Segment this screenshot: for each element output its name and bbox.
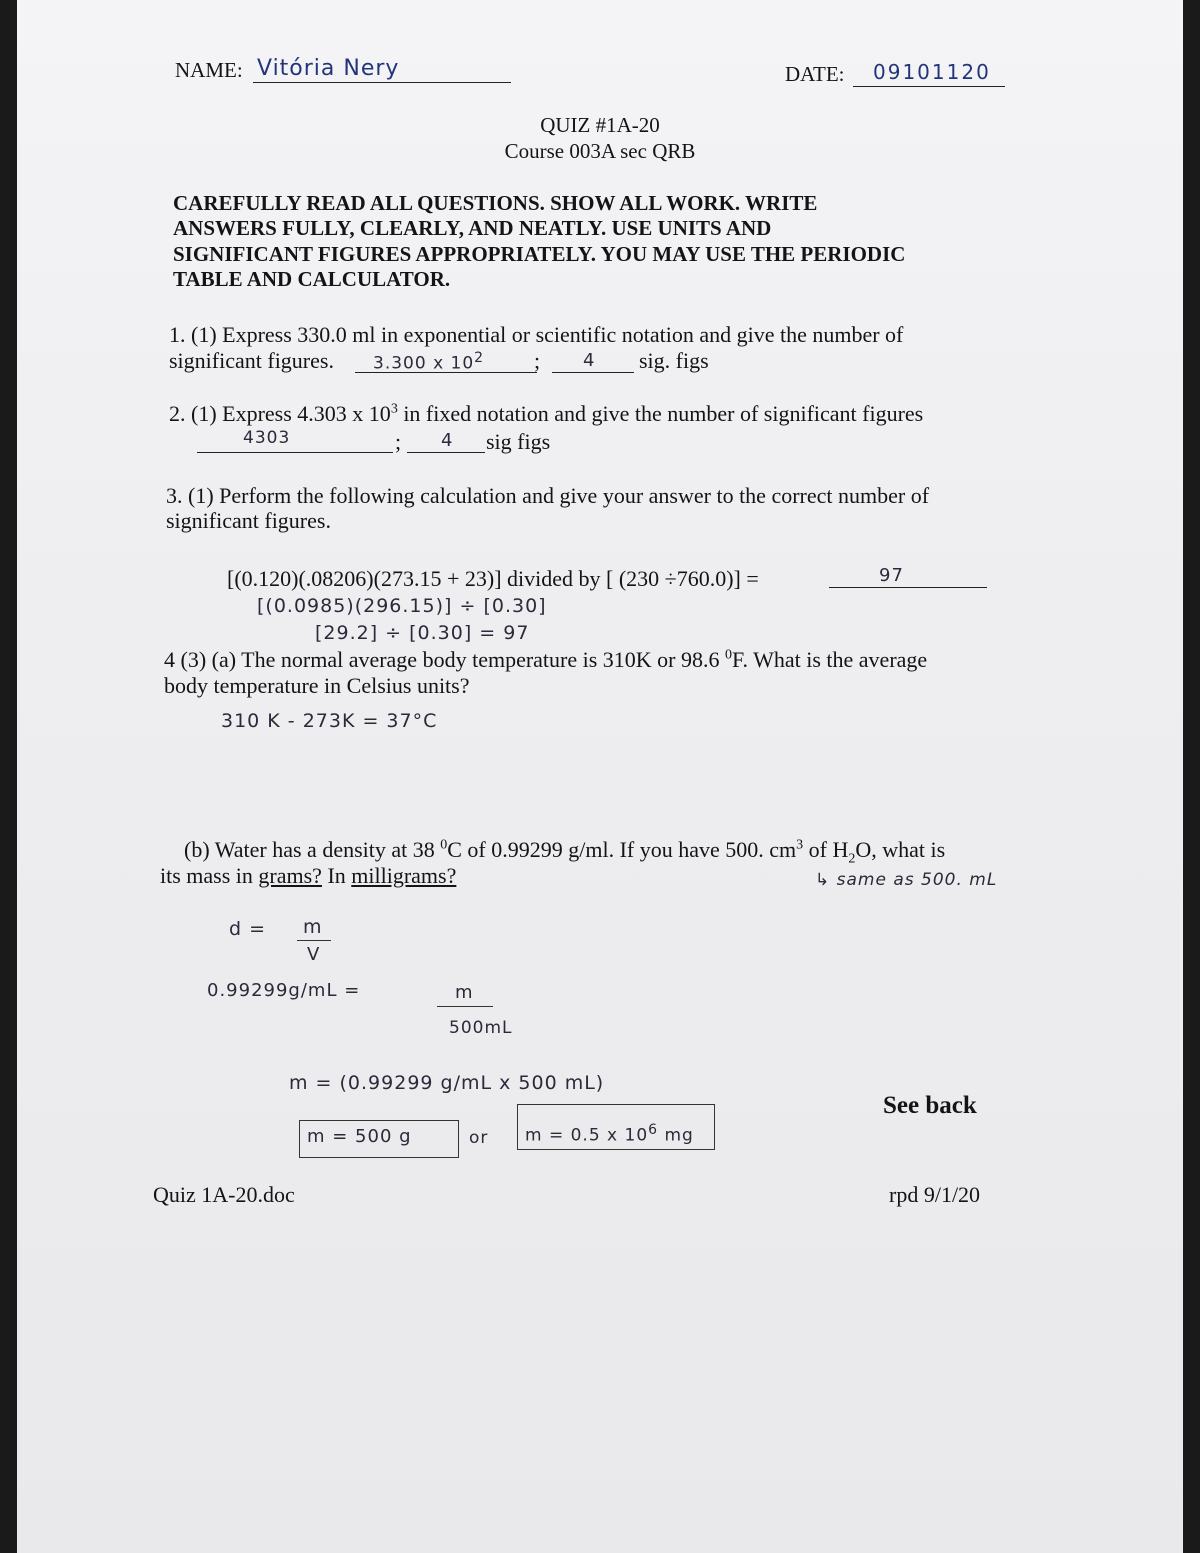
- see-back: See back: [883, 1092, 977, 1119]
- q1-separator: ;: [534, 348, 541, 373]
- q2-line1: 2. (1) Express 4.303 x $10^3$ in fixed notation and give the number of significant figures: [169, 401, 924, 426]
- name-underline: [253, 82, 511, 83]
- q4b-work-density: 0.99299g/mL =: [207, 980, 361, 1001]
- q4b-ans-mg: m = 0.5 x $10^6$ mg: [525, 1122, 694, 1146]
- q2-sigfigs: 4: [441, 430, 454, 451]
- q4a-work: 310 K - 273K = 37°C: [221, 710, 438, 732]
- q3-expression: [(0.120)(.08206)(273.15 + 23)] divided by [ (230 ÷760.0)] =: [227, 566, 759, 591]
- q4b-work-m: m: [303, 916, 323, 938]
- q3-work-line2: [29.2] ÷ [0.30] = 97: [315, 622, 530, 644]
- q2-separator: ;: [395, 429, 402, 454]
- course-title: Course 003A sec QRB: [504, 139, 696, 163]
- q4b-work-v: V: [307, 944, 321, 965]
- q1-answer-underline: [355, 372, 537, 373]
- q1-sigfigs: 4: [583, 350, 596, 371]
- footer-right: rpd 9/1/20: [889, 1182, 981, 1207]
- q1-line1: 1. (1) Express 330.0 ml in exponential or scientific notation and give the number of: [169, 322, 904, 347]
- q1-answer: 3.300 x $10^2$: [373, 350, 485, 374]
- q4b-line1: (b) Water has a density at 38 $^0$C of 0.99299 g/ml. If you have 500. $cm^3$ of $H_2O$, what is: [184, 837, 946, 867]
- q2-answer-fixed: 4303: [243, 428, 291, 448]
- date-underline: [853, 86, 1005, 87]
- q3-answer-underline: [829, 587, 987, 588]
- quiz-sheet: [17, 0, 1183, 1553]
- instructions-line: ANSWERS FULLY, CLEARLY, AND NEATLY. USE UNITS AND: [173, 216, 772, 240]
- name-label: NAME:: [175, 58, 243, 82]
- instructions-line: TABLE AND CALCULATOR.: [173, 267, 451, 291]
- quiz-title: QUIZ #1A-20: [540, 113, 660, 137]
- q4b-ans-or: or: [469, 1128, 489, 1148]
- fraction-bar: [297, 940, 331, 941]
- q1-sigfigs-underline: [552, 372, 634, 373]
- footer-left: Quiz 1A-20.doc: [153, 1182, 295, 1207]
- q4a-line2: body temperature in Celsius units?: [164, 673, 470, 698]
- q2-sigfigs-underline: [407, 452, 485, 453]
- name-value: Vitória Nery: [257, 56, 400, 81]
- q3-line1: 3. (1) Perform the following calculation and give your answer to the correct number of: [166, 483, 930, 508]
- q4a-line1: 4 (3) (a) The normal average body temperature is 310K or 98.6 $^0$F. What is the average: [164, 647, 928, 672]
- q3-line2: significant figures.: [166, 508, 331, 533]
- q4b-note: ↳ same as 500. mL: [815, 870, 998, 890]
- q3-answer: 97: [879, 565, 904, 586]
- q4b-work-500: 500mL: [449, 1018, 513, 1038]
- instructions-line: SIGNIFICANT FIGURES APPROPRIATELY. YOU MAY USE THE PERIODIC: [173, 242, 906, 266]
- q4b-work-m2: m: [455, 982, 474, 1003]
- fraction-bar: [437, 1006, 493, 1007]
- instructions-line: CAREFULLY READ ALL QUESTIONS. SHOW ALL WORK. WRITE: [173, 191, 818, 215]
- date-value: 09101120: [873, 60, 991, 84]
- q2-suffix: sig figs: [486, 429, 551, 454]
- q4b-work-d: d =: [229, 918, 267, 940]
- date-label: DATE:: [785, 62, 845, 86]
- q1-line2-prefix: significant figures.: [169, 348, 334, 373]
- q4b-ans-grams: m = 500 g: [307, 1126, 412, 1147]
- q3-work-line1: [(0.0985)(296.15)] ÷ [0.30]: [257, 595, 547, 617]
- q4b-work-calc: m = (0.99299 g/mL x 500 mL): [289, 1072, 605, 1094]
- q2-answer-underline: [197, 452, 393, 453]
- q4b-line2: its mass in grams? In milligrams?: [160, 863, 457, 888]
- q1-suffix: sig. figs: [639, 348, 709, 373]
